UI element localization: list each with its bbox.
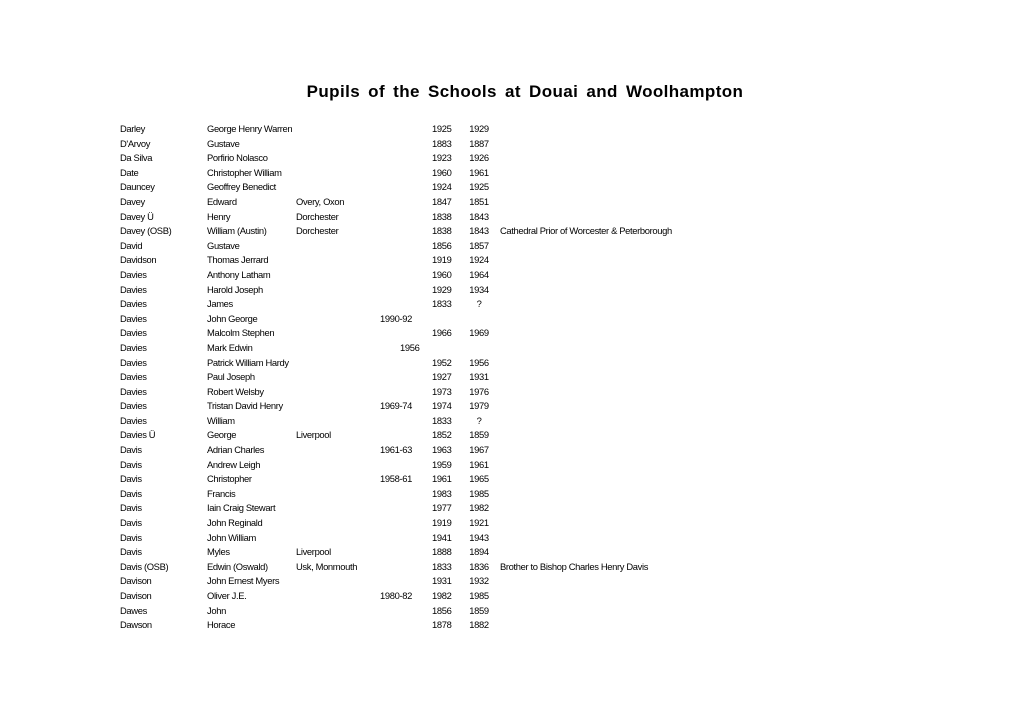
forenames-cell: Malcolm Stephen	[207, 327, 275, 339]
leave-year-cell: 1967	[469, 444, 489, 456]
forenames-cell: Tristan David Henry	[207, 400, 283, 412]
surname-cell: Davis	[120, 502, 142, 514]
forenames-cell: Porfirio Nolasco	[207, 152, 268, 164]
leave-year-cell: 1851	[469, 195, 489, 207]
surname-cell: Davies	[120, 385, 147, 397]
leave-year-cell: 1976	[469, 385, 489, 397]
leave-year-cell: 1836	[469, 560, 489, 572]
surname-cell: D'Arvoy	[120, 137, 151, 149]
forenames-cell: John Reginald	[207, 517, 263, 529]
table-row	[0, 268, 1024, 283]
surname-cell: Davey Ü	[120, 210, 154, 222]
surname-cell: Davey	[120, 195, 145, 207]
surname-cell: Davey (OSB)	[120, 225, 172, 237]
leave-year-cell: 1887	[469, 137, 489, 149]
entry-year-cell: 1919	[432, 517, 452, 529]
forenames-cell: Andrew Leigh	[207, 458, 261, 470]
leave-year-cell: 1965	[469, 473, 489, 485]
surname-cell: Davies	[120, 283, 147, 295]
table-row	[0, 574, 1024, 589]
table-row	[0, 472, 1024, 487]
surname-cell: Davidson	[120, 254, 157, 266]
table-row	[0, 399, 1024, 414]
surname-cell: Davies	[120, 327, 147, 339]
leave-year-cell: 1985	[469, 487, 489, 499]
surname-cell: Davis	[120, 546, 142, 558]
surname-cell: Davies	[120, 268, 147, 280]
prep-years-cell: 1961-63	[380, 444, 412, 456]
surname-cell: Davies	[120, 312, 147, 324]
entry-year-cell: 1833	[432, 560, 452, 572]
notes-cell: Cathedral Prior of Worcester & Peterborough	[500, 225, 672, 237]
surname-cell: Davies	[120, 298, 147, 310]
leave-year-cell: 1934	[469, 283, 489, 295]
leave-year-cell: 1857	[469, 239, 489, 251]
surname-cell: Davies Ü	[120, 429, 156, 441]
entry-year-cell: 1952	[432, 356, 452, 368]
entry-year-cell: 1977	[432, 502, 452, 514]
table-row	[0, 531, 1024, 546]
surname-cell: Davies	[120, 400, 147, 412]
leave-year-cell: 1943	[469, 531, 489, 543]
leave-year-cell: 1964	[469, 268, 489, 280]
surname-cell: Davis	[120, 517, 142, 529]
table-row	[0, 370, 1024, 385]
table-row	[0, 428, 1024, 443]
entry-year-cell: 1927	[432, 371, 452, 383]
forenames-cell: Iain Craig Stewart	[207, 502, 276, 514]
leave-year-cell: 1961	[469, 166, 489, 178]
forenames-cell: George	[207, 429, 237, 441]
table-row	[0, 312, 1024, 327]
leave-year-cell: 1982	[469, 502, 489, 514]
table-row	[0, 253, 1024, 268]
table-row	[0, 458, 1024, 473]
forenames-cell: Francis	[207, 487, 236, 499]
forenames-cell: Geoffrey Benedict	[207, 181, 276, 193]
entry-year-cell: 1923	[432, 152, 452, 164]
leave-year-cell: 1859	[469, 604, 489, 616]
table-row	[0, 210, 1024, 225]
entry-year-cell: 1919	[432, 254, 452, 266]
forenames-cell: Patrick William Hardy	[207, 356, 289, 368]
leave-year-cell: 1894	[469, 546, 489, 558]
forenames-cell: Paul Joseph	[207, 371, 255, 383]
table-row	[0, 297, 1024, 312]
notes-cell: Brother to Bishop Charles Henry Davis	[500, 560, 649, 572]
forenames-cell: Adrian Charles	[207, 444, 265, 456]
leave-year-cell: 1926	[469, 152, 489, 164]
entry-year-cell: 1960	[432, 166, 452, 178]
forenames-cell: Myles	[207, 546, 230, 558]
surname-cell: Davis	[120, 444, 142, 456]
forenames-cell: John George	[207, 312, 258, 324]
table-row	[0, 501, 1024, 516]
surname-cell: Davies	[120, 356, 147, 368]
entry-year-cell: 1833	[432, 298, 452, 310]
table-row	[0, 239, 1024, 254]
entry-year-cell: 1982	[432, 590, 452, 601]
table-row	[0, 589, 1024, 604]
entry-year-cell: 1929	[432, 283, 452, 295]
surname-cell: Date	[120, 166, 139, 178]
place-cell: Usk, Monmouth	[296, 560, 358, 572]
surname-cell: Davis (OSB)	[120, 560, 169, 572]
table-row	[0, 166, 1024, 181]
surname-cell: Dawes	[120, 604, 147, 616]
pupil-register	[0, 122, 1024, 633]
forenames-cell: Christopher	[207, 473, 252, 485]
forenames-cell: Mark Edwin	[207, 341, 253, 353]
place-cell: Liverpool	[296, 429, 331, 441]
surname-cell: David	[120, 239, 143, 251]
entry-year-cell: 1941	[432, 531, 452, 543]
forenames-cell: James	[207, 298, 233, 310]
forenames-cell: John Ernest Myers	[207, 575, 280, 587]
leave-year-cell: 1961	[469, 458, 489, 470]
surname-cell: Dawson	[120, 619, 152, 631]
table-row	[0, 618, 1024, 633]
leave-year-cell: 1882	[469, 619, 489, 631]
table-row	[0, 122, 1024, 137]
leave-year-cell: 1969	[469, 327, 489, 339]
entry-year-cell: 1856	[432, 239, 452, 251]
place-cell: Liverpool	[296, 546, 331, 558]
entry-year-cell: 1973	[432, 385, 452, 397]
leave-year-cell: 1843	[469, 210, 489, 222]
forenames-cell: William (Austin)	[207, 225, 267, 237]
table-row	[0, 545, 1024, 560]
forenames-cell: Gustave	[207, 239, 240, 251]
surname-cell: Da Silva	[120, 152, 153, 164]
table-row	[0, 356, 1024, 371]
table-row	[0, 180, 1024, 195]
table-row	[0, 560, 1024, 575]
entry-year-cell: 1960	[432, 268, 452, 280]
page-title: Pupils of the Schools at Douai and Woolhampton	[306, 82, 744, 101]
leave-year-cell: 1921	[469, 517, 489, 529]
prep-years-cell: 1990-92	[380, 312, 412, 324]
place-cell: Dorchester	[296, 225, 339, 237]
prep-years-cell: 1980-82	[380, 590, 412, 601]
surname-cell: Davis	[120, 458, 142, 470]
table-row	[0, 604, 1024, 619]
place-cell: Dorchester	[296, 210, 339, 222]
table-row	[0, 151, 1024, 166]
entry-year-cell: 1838	[432, 225, 452, 237]
table-row	[0, 414, 1024, 429]
entry-year-cell: 1856	[432, 604, 452, 616]
entry-year-cell: 1883	[432, 137, 452, 149]
leave-year-cell: 1924	[469, 254, 489, 266]
surname-cell: Dauncey	[120, 181, 155, 193]
forenames-cell: Gustave	[207, 137, 240, 149]
forenames-cell: Robert Welsby	[207, 385, 264, 397]
entry-year-cell: 1878	[432, 619, 452, 631]
prep-years-cell: 1958-61	[380, 473, 412, 485]
surname-cell: Davison	[120, 590, 152, 601]
leave-year-cell: ?	[476, 298, 482, 310]
prep-years-cell: 1969-74	[380, 400, 412, 412]
forenames-cell: William	[207, 414, 235, 426]
entry-year-cell: 1963	[432, 444, 452, 456]
entry-year-cell: 1959	[432, 458, 452, 470]
forenames-cell: Edward	[207, 195, 237, 207]
table-row	[0, 283, 1024, 298]
surname-cell: Davies	[120, 414, 147, 426]
prep-years-cell: 1956	[400, 341, 420, 353]
entry-year-cell: 1925	[432, 123, 452, 134]
table-row	[0, 385, 1024, 400]
forenames-cell: Oliver J.E.	[207, 590, 247, 601]
table-row	[0, 137, 1024, 152]
entry-year-cell: 1974	[432, 400, 452, 412]
table-row	[0, 443, 1024, 458]
leave-year-cell: 1979	[469, 400, 489, 412]
table-row	[0, 487, 1024, 502]
surname-cell: Darley	[120, 123, 145, 134]
surname-cell: Davies	[120, 371, 147, 383]
leave-year-cell: 1843	[469, 225, 489, 237]
forenames-cell: Christopher William	[207, 166, 282, 178]
forenames-cell: Thomas Jerrard	[207, 254, 269, 266]
leave-year-cell: ?	[476, 414, 482, 426]
entry-year-cell: 1931	[432, 575, 452, 587]
entry-year-cell: 1852	[432, 429, 452, 441]
entry-year-cell: 1924	[432, 181, 452, 193]
table-row	[0, 326, 1024, 341]
entry-year-cell: 1838	[432, 210, 452, 222]
forenames-cell: Anthony Latham	[207, 268, 271, 280]
table-row	[0, 224, 1024, 239]
surname-cell: Davison	[120, 575, 152, 587]
forenames-cell: George Henry Warren	[207, 123, 293, 134]
surname-cell: Davis	[120, 487, 142, 499]
surname-cell: Davis	[120, 531, 142, 543]
leave-year-cell: 1956	[469, 356, 489, 368]
forenames-cell: John	[207, 604, 226, 616]
entry-year-cell: 1961	[432, 473, 452, 485]
forenames-cell: Edwin (Oswald)	[207, 560, 268, 572]
forenames-cell: Henry	[207, 210, 231, 222]
entry-year-cell: 1847	[432, 195, 452, 207]
surname-cell: Davis	[120, 473, 142, 485]
entry-year-cell: 1983	[432, 487, 452, 499]
place-cell: Overy, Oxon	[296, 195, 345, 207]
forenames-cell: Horace	[207, 619, 236, 631]
leave-year-cell: 1859	[469, 429, 489, 441]
leave-year-cell: 1985	[469, 590, 489, 601]
table-row	[0, 516, 1024, 531]
leave-year-cell: 1931	[469, 371, 489, 383]
entry-year-cell: 1888	[432, 546, 452, 558]
table-row	[0, 341, 1024, 356]
leave-year-cell: 1925	[469, 181, 489, 193]
leave-year-cell: 1929	[469, 123, 489, 134]
forenames-cell: John William	[207, 531, 256, 543]
leave-year-cell: 1932	[469, 575, 489, 587]
forenames-cell: Harold Joseph	[207, 283, 263, 295]
surname-cell: Davies	[120, 341, 147, 353]
table-row	[0, 195, 1024, 210]
entry-year-cell: 1833	[432, 414, 452, 426]
entry-year-cell: 1966	[432, 327, 452, 339]
